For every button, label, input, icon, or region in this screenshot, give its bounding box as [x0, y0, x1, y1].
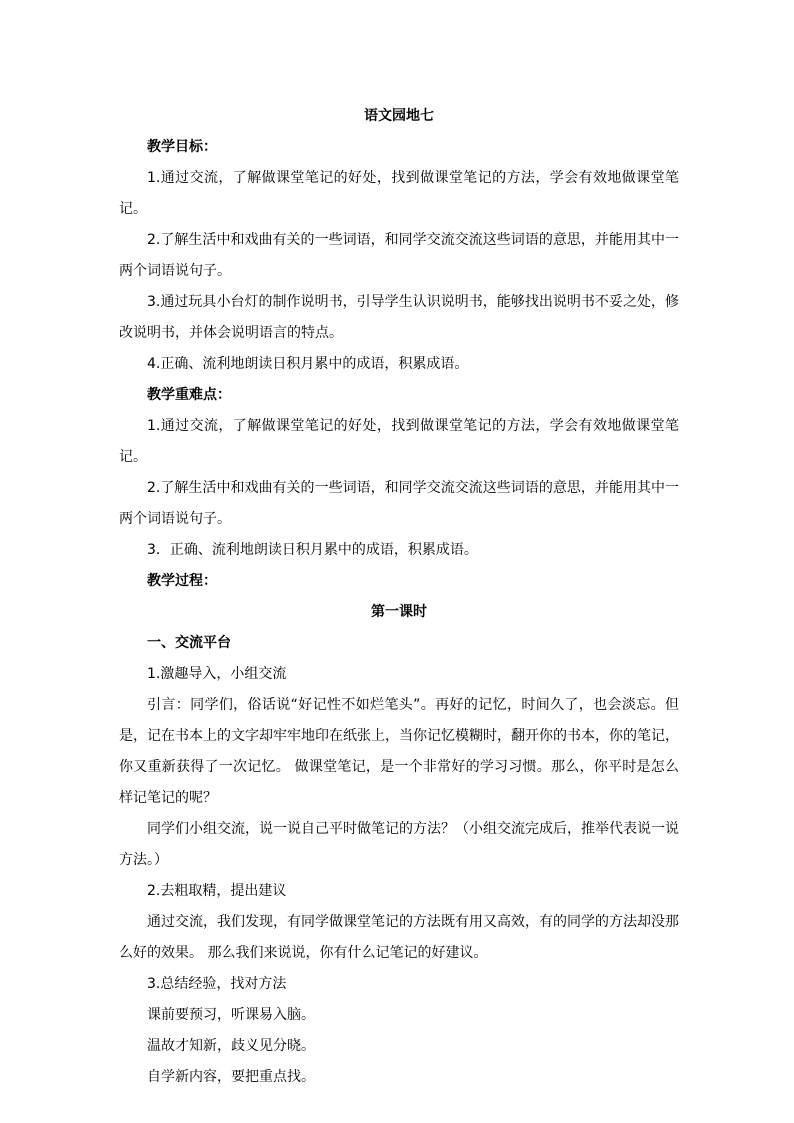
key-point-item: 1.通过交流，了解做课堂笔记的好处，找到做课堂笔记的方法，学会有效地做课堂笔记。	[119, 418, 679, 465]
step1-intro: 引言：同学们，俗话说“好记性不如烂笔头”。再好的记忆，时间久了，也会淡忘。但是，记在书本上的文字却牢牢地印在纸张上，当你记忆模糊时，翻开你的书本，你的笔记，你又重新获得了一次记忆。 做课堂笔记，是一个非常好的学习习惯。那么，你平时是怎么样记笔记的呢？	[119, 697, 679, 806]
step2-text: 通过交流，我们发现，有同学做课堂笔记的方法既有用又高效，有的同学的方法却没那么好的效果。 那么我们来说说，你有什么记笔记的好建议。	[119, 914, 679, 961]
lesson-title: 第一课时	[371, 604, 427, 620]
rhyme-line: 温故才知新，歧义见分晓。	[147, 1038, 315, 1054]
key-points-heading: 教学重难点：	[147, 387, 231, 403]
step1-activity: 同学们小组交流，说一说自己平时做笔记的方法？（小组交流完成后，推举代表说一说方法。）	[119, 821, 679, 868]
objectives-heading: 教学目标：	[147, 139, 217, 155]
objective-item: 3.通过玩具小台灯的制作说明书，引导学生认识说明书，能够找出说明书不妥之处，修改说明书，并体会说明语言的特点。	[119, 294, 679, 341]
document-body	[119, 101, 679, 1093]
key-point-item: 2.了解生活中和戏曲有关的一些词语，和同学交流交流这些词语的意思，并能用其中一两个词语说句子。	[119, 480, 679, 527]
objective-item: 1.通过交流，了解做课堂笔记的好处，找到做课堂笔记的方法，学会有效地做课堂笔记。	[119, 170, 679, 217]
key-point-item: 3．正确、流利地朗读日积月累中的成语，积累成语。	[147, 542, 478, 558]
objective-item: 4.正确、流利地朗读日积月累中的成语，积累成语。	[147, 356, 469, 372]
rhyme-line: 自学新内容，要把重点找。	[147, 1069, 315, 1085]
step3-title: 3.总结经验，找对方法	[147, 976, 287, 992]
rhyme-line: 课前要预习，听课易入脑。	[147, 1007, 315, 1023]
step1-title: 1.激趣导入，小组交流	[147, 666, 287, 682]
section-one-heading: 一、交流平台	[147, 635, 231, 651]
process-heading: 教学过程：	[147, 573, 217, 589]
step2-title: 2.去粗取精，提出建议	[147, 883, 287, 899]
objective-item: 2.了解生活中和戏曲有关的一些词语，和同学交流交流这些词语的意思，并能用其中一两个词语说句子。	[119, 232, 679, 279]
document-title: 语文园地七	[364, 108, 434, 124]
